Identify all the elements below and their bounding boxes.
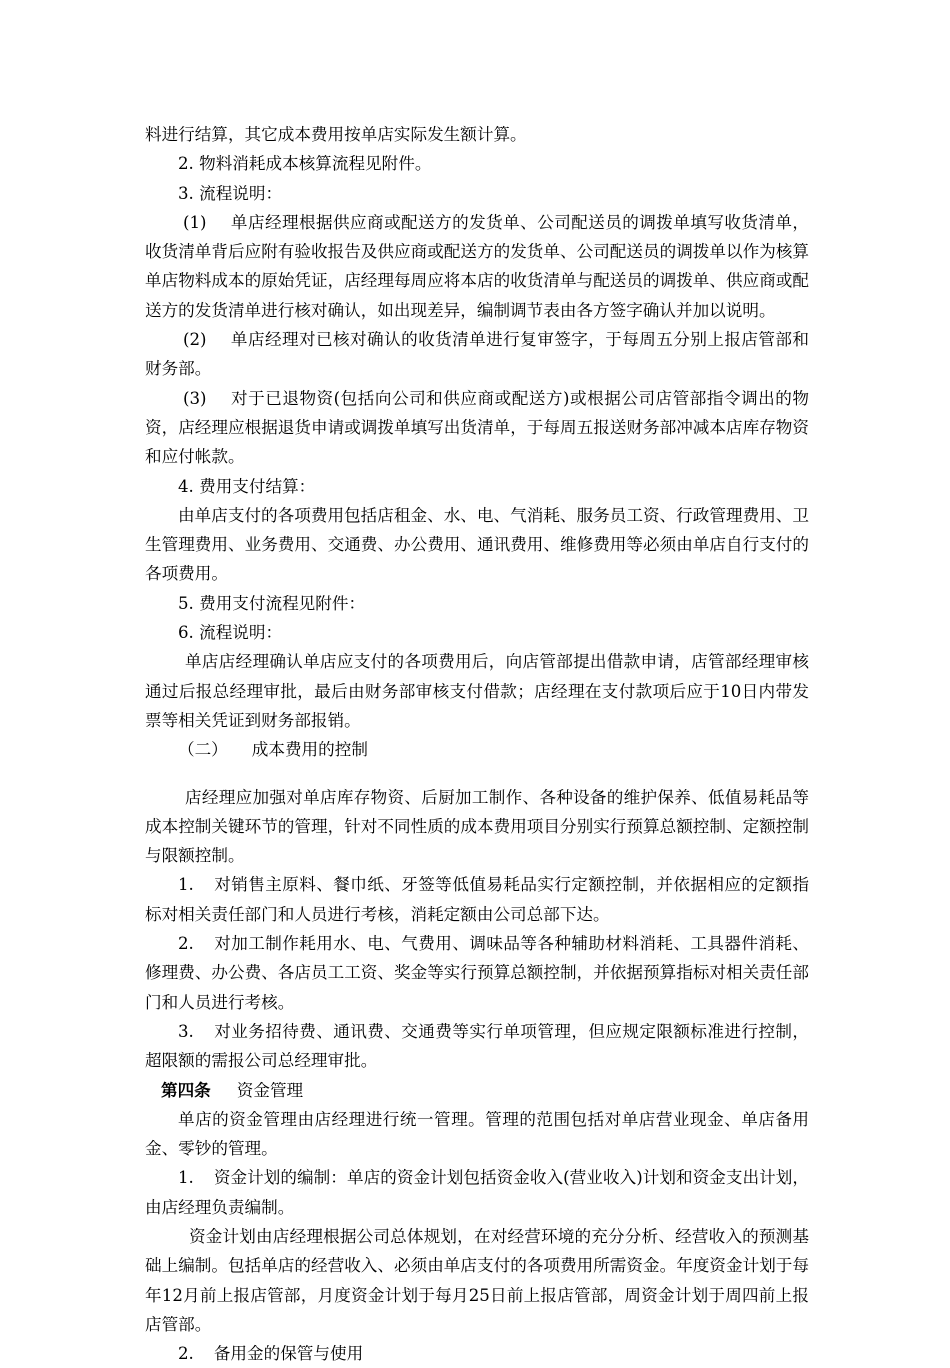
paragraph: 店经理应加强对单店库存物资、后厨加工制作、各种设备的维护保养、低值易耗品等成本控制关键环节的管理，针对不同性质的成本费用项目分别实行预算总额控制、定额控制与限额控制。	[145, 787, 809, 866]
paragraph-text: 对加工制作耗用水、电、气费用、调味品等各种辅助材料消耗、工具器件消耗、修理费、办公费、各店员工工资、奖金等实行预算总额控制，并依据预算指标对相关责任部门和人员进行考核。	[145, 934, 809, 1012]
list-item: 5. 费用支付流程见附件：	[178, 593, 366, 613]
item-number: 1.	[178, 1168, 194, 1188]
item-number: (1)	[183, 212, 207, 232]
list-item: 3. 流程说明：	[178, 183, 283, 203]
paragraph	[145, 384, 809, 472]
paragraph-text: 单店经理对已核对确认的收货清单进行复审签字，于每周五分别上报店管部和财务部。	[145, 330, 809, 379]
paragraph	[145, 870, 809, 929]
item-number: 3.	[178, 1021, 194, 1041]
section-heading	[145, 735, 809, 764]
paragraph	[145, 325, 809, 384]
item-number: (3)	[183, 388, 207, 408]
text-line: 料进行结算，其它成本费用按单店实际发生额计算。	[145, 125, 527, 144]
paragraph: 资金计划由店经理根据公司总体规划，在对经营环境的充分分析、经营收入的预测基础上编制。包括单店的经营收入、必须由单店支付的各项费用所需资金。年度资金计划于每年12月前上报店管部，月度资金计划于每月25日前上报店管部，周资金计划于周四前上报店管部。	[145, 1226, 809, 1334]
paragraph: 单店的资金管理由店经理进行统一管理。管理的范围包括对单店营业现金、单店备用金、零钞的管理。	[145, 1109, 809, 1159]
paragraph: 单店店经理确认单店应支付的各项费用后，向店管部提出借款申请，店管部经理审核通过后报总经理审批，最后由财务部审核支付借款；店经理在支付款项后应于10日内带发票等相关凭证到财务部报销。	[145, 652, 809, 730]
list-item: 4. 费用支付结算：	[178, 476, 316, 496]
paragraph	[145, 1163, 809, 1222]
spacer	[145, 765, 809, 783]
paragraph	[145, 1017, 809, 1076]
paragraph-text: 对于已退物资(包括向公司和供应商或配送方)或根据公司店管部指令调出的物资，店经理应根据退货申请或调拨单填写出货清单，于每周五报送财务部冲减本店库存物资和应付帐款。	[145, 388, 809, 467]
article-title: 资金管理	[236, 1080, 304, 1100]
item-number: 2.	[178, 934, 194, 954]
paragraph	[145, 929, 809, 1017]
list-item: 2. 物料消耗成本核算流程见附件。	[178, 154, 432, 174]
section-number: （二）	[178, 740, 228, 760]
paragraph-text: 对业务招待费、通讯费、交通费等实行单项管理，但应规定限额标准进行控制，超限额的需报公司总经理审批。	[145, 1021, 809, 1071]
paragraph: 由单店支付的各项费用包括店租金、水、电、气消耗、服务员工资、行政管理费用、卫生管理费用、业务费用、交通费、办公费用、通讯费用、维修费用等必须由单店自行支付的各项费用。	[145, 505, 809, 584]
item-number: 1.	[178, 875, 194, 895]
document-body	[145, 120, 809, 1368]
paragraph	[145, 1339, 809, 1368]
paragraph-text: 资金计划的编制：单店的资金计划包括资金收入(营业收入)计划和资金支出计划，由店经理负责编制。	[145, 1168, 809, 1217]
paragraph-text: 备用金的保管与使用	[213, 1344, 364, 1364]
section-title: 成本费用的控制	[251, 740, 368, 760]
item-number: 2.	[178, 1344, 194, 1364]
paragraph-text: 对销售主原料、餐巾纸、牙签等低值易耗品实行定额控制，并依据相应的定额指标对相关责任部门和人员进行考核，消耗定额由公司总部下达。	[145, 875, 809, 924]
paragraph-text: 单店经理根据供应商或配送方的发货单、公司配送员的调拨单填写收货清单，收货清单背后应附有验收报告及供应商或配送方的发货单、公司配送员的调拨单以作为核算单店物料成本的原始凭证，店经理每周应将本店的收货清单与配送员的调拨单、供应商或配送方的发货清单进行核对确认，如出现差异，编制调节表由各方签字确认并加以说明。	[145, 212, 809, 320]
paragraph	[145, 208, 809, 325]
item-number: (2)	[183, 330, 207, 350]
list-item: 6. 流程说明：	[178, 623, 283, 643]
article-label: 第四条	[161, 1079, 211, 1100]
article-heading	[145, 1076, 809, 1105]
